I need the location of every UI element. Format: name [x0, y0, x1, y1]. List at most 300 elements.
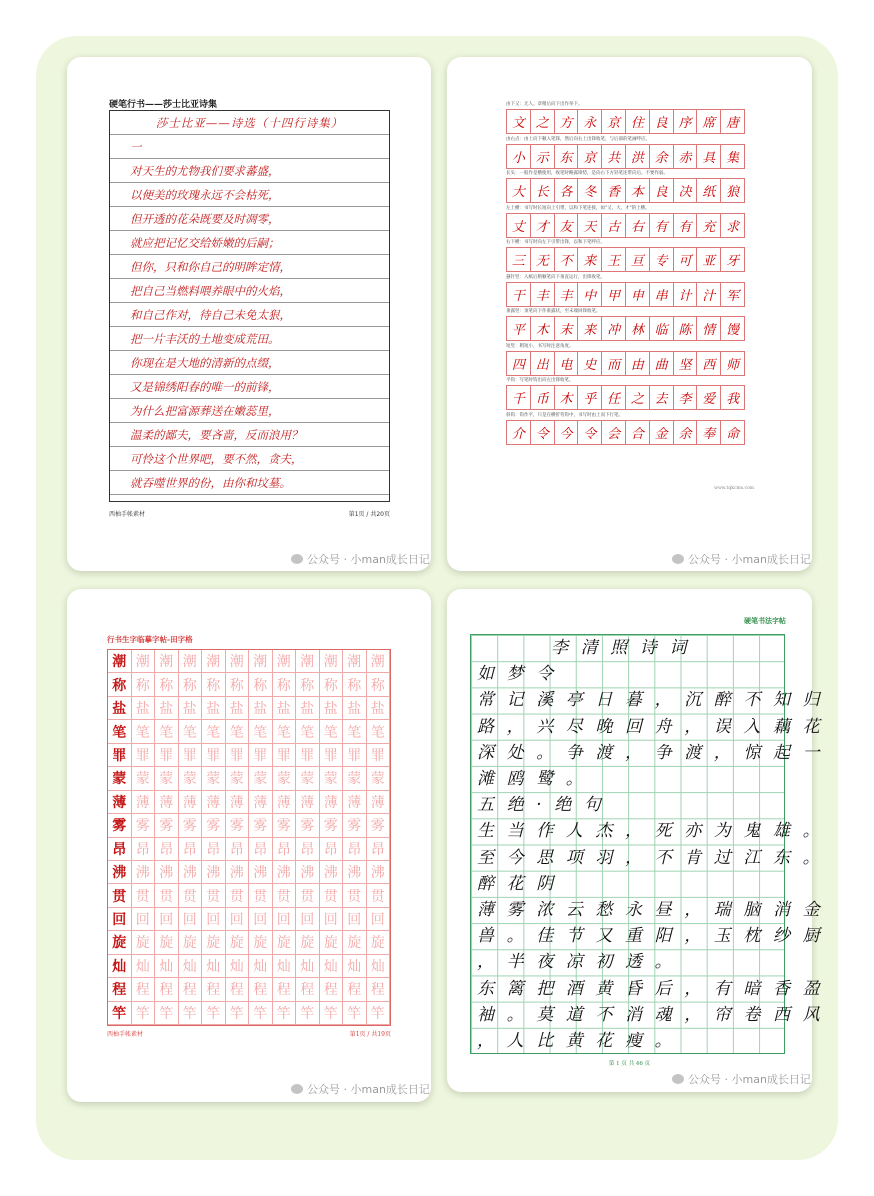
trace-character: 竿	[296, 1002, 320, 1025]
page-number: 第 1 页 共 46 页	[608, 1061, 651, 1067]
trace-character: 称	[249, 673, 273, 696]
trace-character: 雾	[132, 814, 156, 837]
character-cell: 住	[625, 109, 650, 134]
trace-character: 称	[296, 673, 320, 696]
character-cell: 本	[625, 178, 650, 203]
trace-character: 程	[226, 978, 250, 1001]
page-header: 硬笔书法字帖	[744, 617, 786, 625]
character-row	[506, 109, 754, 134]
trace-character: 盐	[155, 697, 179, 720]
trace-character: 薄	[155, 791, 179, 814]
trace-character: 雾	[273, 814, 297, 837]
trace-character: 旋	[226, 931, 250, 954]
character-cell: 甲	[601, 282, 626, 307]
trace-character: 蒙	[273, 767, 297, 790]
trace-character: 灿	[155, 955, 179, 978]
page-header: 行书生字临摹字帖-田字格	[107, 635, 193, 644]
trace-character: 竿	[273, 1002, 297, 1025]
character-cell: 王	[601, 247, 626, 272]
trace-character: 笔	[343, 720, 367, 743]
trace-character: 潮	[320, 650, 344, 673]
character-cell: 任	[601, 385, 626, 410]
trace-character: 贯	[367, 884, 391, 907]
trace-character: 称	[226, 673, 250, 696]
stroke-caption: 左上横：书写时长短向上引带，以和下笔连接，如"又、大、才"的上横。	[506, 205, 650, 211]
character-cell: 良	[649, 178, 674, 203]
character-cell: 西	[696, 351, 721, 376]
trace-character: 盐	[296, 697, 320, 720]
character-cell: 具	[696, 144, 721, 169]
trace-character: 沸	[202, 861, 226, 884]
trace-character: 潮	[249, 650, 273, 673]
character-cell: 临	[649, 316, 674, 341]
trace-character: 薄	[249, 791, 273, 814]
character-cell: 可	[673, 247, 698, 272]
character-cell: 冲	[601, 316, 626, 341]
character-cell: 大	[506, 178, 531, 203]
character-cell: 冬	[577, 178, 602, 203]
character-cell: 史	[577, 351, 602, 376]
page-number: 第1页 / 共19页	[349, 1031, 391, 1038]
model-character: 灿	[108, 955, 132, 978]
poem-line: 就吞噬世界的份，由你和坟墓。	[110, 471, 389, 495]
character-cell: 有	[649, 213, 674, 238]
character-cell: 不	[554, 247, 579, 272]
trace-character: 回	[273, 908, 297, 931]
trace-character: 薄	[296, 791, 320, 814]
page-card-stroke-practice	[447, 57, 812, 571]
trace-character: 潮	[179, 650, 203, 673]
trace-character: 雾	[367, 814, 391, 837]
trace-character: 笔	[320, 720, 344, 743]
trace-character: 回	[202, 908, 226, 931]
stroke-caption: 垂露竖：顶笔向下作垂露状，至末端回锋收笔。	[506, 309, 601, 314]
character-cell: 木	[530, 316, 555, 341]
page-card-sonnets	[67, 57, 431, 571]
character-cell: 今	[554, 420, 579, 445]
poem-line: 薄雾浓云愁永昼，瑞脑消金	[477, 900, 833, 920]
watermark: 公众号 · 小man成长日记	[672, 1071, 811, 1087]
stroke-caption: 由下又：无人。章稍后向下出作举下。	[506, 102, 583, 107]
poem-line: 滩鸥鹭。	[477, 769, 596, 789]
model-character: 竿	[108, 1002, 132, 1025]
trace-character: 贯	[226, 884, 250, 907]
trace-character: 笔	[367, 720, 391, 743]
trace-character: 薄	[179, 791, 203, 814]
footer-left: 西柚手帐素材	[107, 1031, 144, 1038]
trace-character: 罪	[296, 744, 320, 767]
character-row	[506, 247, 754, 272]
character-cell: 香	[601, 178, 626, 203]
trace-character: 罪	[320, 744, 344, 767]
poem-line: 把自己当燃料喂养眼中的火焰，	[110, 279, 389, 303]
character-row	[506, 144, 754, 169]
character-cell: 有	[673, 213, 698, 238]
character-cell: 合	[625, 420, 650, 445]
trace-character: 盐	[179, 697, 203, 720]
model-character: 贯	[108, 884, 132, 907]
character-cell: 洪	[625, 144, 650, 169]
character-cell: 三	[506, 247, 531, 272]
trace-character: 程	[320, 978, 344, 1001]
wechat-icon	[291, 554, 303, 564]
trace-character: 雾	[320, 814, 344, 837]
trace-character: 竿	[343, 1002, 367, 1025]
trace-character: 笔	[226, 720, 250, 743]
trace-character: 竿	[367, 1002, 391, 1025]
character-cell: 友	[554, 213, 579, 238]
model-character: 盐	[108, 697, 132, 720]
character-cell: 令	[577, 420, 602, 445]
character-cell: 赤	[673, 144, 698, 169]
poem-line: 路，兴尽晚回舟，误入藕花	[477, 716, 833, 737]
trace-character: 程	[155, 978, 179, 1001]
trace-character: 笔	[155, 720, 179, 743]
trace-character: 旋	[296, 931, 320, 954]
trace-character: 蒙	[249, 767, 273, 790]
trace-character: 竿	[132, 1002, 156, 1025]
model-character: 潮	[108, 650, 132, 673]
character-cell: 永	[577, 109, 602, 134]
character-cell: 决	[673, 178, 698, 203]
trace-character: 潮	[273, 650, 297, 673]
character-cell: 师	[720, 351, 745, 376]
model-character: 薄	[108, 791, 132, 814]
poem-line: 如梦令	[477, 664, 566, 685]
trace-character: 盐	[343, 697, 367, 720]
character-cell: 狼	[720, 178, 745, 203]
trace-character: 蒙	[343, 767, 367, 790]
character-cell: 末	[554, 316, 579, 341]
poem-line: 但你，只和你自己的明眸定情，	[110, 255, 389, 279]
trace-character: 罪	[155, 744, 179, 767]
stroke-caption: 斜钩：钩作平，只是在横折弯钩中，书写时由上而下行笔。	[506, 412, 623, 418]
trace-character: 薄	[226, 791, 250, 814]
character-cell: 出	[530, 351, 555, 376]
trace-character: 灿	[202, 955, 226, 978]
model-character: 程	[108, 978, 132, 1001]
trace-character: 笔	[296, 720, 320, 743]
trace-character: 潮	[155, 650, 179, 673]
poem-line: 温柔的鄙夫，要吝啬，反而浪用？	[110, 423, 389, 447]
character-cell: 长	[530, 178, 555, 203]
model-character: 笔	[108, 720, 132, 743]
trace-character: 回	[132, 908, 156, 931]
page-card-tian-grid	[67, 589, 431, 1102]
poem-line: 就应把记忆交给娇嫩的后嗣；	[110, 231, 389, 255]
trace-character: 昂	[343, 838, 367, 861]
trace-character: 灿	[320, 955, 344, 978]
trace-character: 沸	[367, 861, 391, 884]
trace-character: 灿	[249, 955, 273, 978]
poem-title: 莎士比亚——诗选（十四行诗集）	[110, 111, 389, 135]
poem-line: 至今思项羽，不肯过江东。	[477, 847, 833, 868]
trace-character: 贯	[320, 884, 344, 907]
character-cell: 平	[506, 316, 531, 341]
trace-character: 回	[343, 908, 367, 931]
character-cell: 奉	[696, 420, 721, 445]
poem-line: 一	[110, 135, 389, 159]
trace-character: 贯	[273, 884, 297, 907]
character-cell: 各	[554, 178, 579, 203]
trace-character: 雾	[343, 814, 367, 837]
trace-character: 贯	[249, 884, 273, 907]
poem-line: 袖。莫道不消魂，帘卷西风	[477, 1004, 833, 1025]
trace-character: 程	[249, 978, 273, 1001]
trace-character: 旋	[320, 931, 344, 954]
trace-character: 旋	[273, 931, 297, 954]
character-cell: 林	[625, 316, 650, 341]
character-cell: 爱	[696, 385, 721, 410]
trace-character: 盐	[249, 697, 273, 720]
trace-character: 称	[179, 673, 203, 696]
model-character: 称	[108, 673, 132, 696]
poem-line: 和自己作对，待自己未免太狠，	[110, 303, 389, 327]
trace-character: 薄	[132, 791, 156, 814]
trace-character: 昂	[179, 838, 203, 861]
character-cell: 亘	[625, 247, 650, 272]
trace-character: 罪	[179, 744, 203, 767]
trace-character: 薄	[202, 791, 226, 814]
poem-line: 你现在是大地的清新的点缀，	[110, 351, 389, 375]
trace-character: 罪	[202, 744, 226, 767]
trace-character: 竿	[320, 1002, 344, 1025]
trace-character: 蒙	[226, 767, 250, 790]
trace-character: 薄	[273, 791, 297, 814]
character-cell: 纸	[696, 178, 721, 203]
character-cell: 情	[696, 316, 721, 341]
trace-character: 笔	[249, 720, 273, 743]
trace-character: 潮	[343, 650, 367, 673]
trace-character: 盐	[226, 697, 250, 720]
watermark: 公众号 · 小man成长日记	[291, 1081, 430, 1097]
character-row	[506, 316, 754, 341]
character-cell: 余	[673, 420, 698, 445]
trace-character: 罪	[273, 744, 297, 767]
stroke-caption: 平钩：写笔时钩出向左出锋收笔。	[506, 378, 574, 383]
character-cell: 而	[601, 351, 626, 376]
trace-character: 灿	[273, 955, 297, 978]
trace-character: 盐	[367, 697, 391, 720]
poem-line: 醉花阴	[477, 873, 566, 894]
trace-character: 程	[343, 978, 367, 1001]
character-cell: 电	[554, 351, 579, 376]
trace-character: 薄	[320, 791, 344, 814]
trace-character: 潮	[296, 650, 320, 673]
trace-character: 回	[296, 908, 320, 931]
model-character: 回	[108, 908, 132, 931]
trace-character: 雾	[179, 814, 203, 837]
character-cell: 金	[649, 420, 674, 445]
trace-character: 沸	[343, 861, 367, 884]
site-url: www.tqkcms.com	[714, 486, 754, 491]
character-cell: 丈	[506, 213, 531, 238]
poem-line: 但开透的花朵既要及时凋零，	[110, 207, 389, 231]
trace-character: 程	[202, 978, 226, 1001]
character-cell: 才	[530, 213, 555, 238]
character-cell: 去	[649, 385, 674, 410]
character-cell: 陈	[673, 316, 698, 341]
lined-writing-box	[109, 110, 390, 502]
trace-character: 竿	[226, 1002, 250, 1025]
trace-character: 蒙	[202, 767, 226, 790]
trace-character: 旋	[249, 931, 273, 954]
poem-line: ，人比黄花瘦。	[477, 1031, 685, 1051]
character-cell: 串	[649, 282, 674, 307]
trace-character: 沸	[249, 861, 273, 884]
character-row	[506, 385, 754, 410]
character-cell: 方	[554, 109, 579, 134]
trace-character: 贯	[132, 884, 156, 907]
trace-character: 雾	[249, 814, 273, 837]
poem-line: 对天生的尤物我们要求蕃盛，	[110, 159, 389, 183]
collection-title: 李清照诗词	[551, 638, 699, 658]
trace-character: 蒙	[155, 767, 179, 790]
trace-character: 蒙	[179, 767, 203, 790]
trace-character: 蒙	[296, 767, 320, 790]
character-cell: 四	[506, 351, 531, 376]
character-cell: 由	[625, 351, 650, 376]
character-cell: 来	[577, 316, 602, 341]
model-character: 罪	[108, 744, 132, 767]
character-cell: 求	[720, 213, 745, 238]
trace-character: 沸	[320, 861, 344, 884]
poem-line: 以便美的玫瑰永远不会枯死，	[110, 183, 389, 207]
character-cell: 共	[601, 144, 626, 169]
trace-character: 盐	[132, 697, 156, 720]
character-cell: 亚	[696, 247, 721, 272]
wechat-icon	[291, 1084, 303, 1094]
trace-character: 称	[132, 673, 156, 696]
page-number: 第1页 / 共20页	[348, 511, 390, 518]
poem-line: 兽。佳节又重阳，玉枕纱厨	[477, 926, 833, 947]
character-cell: 干	[506, 282, 531, 307]
trace-character: 称	[273, 673, 297, 696]
character-cell: 天	[577, 213, 602, 238]
character-cell: 序	[673, 109, 698, 134]
character-cell: 介	[506, 420, 531, 445]
trace-character: 沸	[226, 861, 250, 884]
trace-character: 沸	[273, 861, 297, 884]
character-cell: 丰	[530, 282, 555, 307]
poem-line: 东篱把酒黄昏后，有暗香盈	[477, 978, 833, 999]
character-cell: 曲	[649, 351, 674, 376]
trace-character: 贯	[343, 884, 367, 907]
trace-character: 潮	[226, 650, 250, 673]
character-cell: 小	[506, 144, 531, 169]
character-cell: 丰	[554, 282, 579, 307]
trace-character: 贯	[296, 884, 320, 907]
trace-character: 昂	[367, 838, 391, 861]
character-cell: 席	[696, 109, 721, 134]
trace-character: 旋	[179, 931, 203, 954]
character-cell: 千	[506, 385, 531, 410]
character-cell: 集	[720, 144, 745, 169]
trace-character: 罪	[226, 744, 250, 767]
character-cell: 京	[601, 109, 626, 134]
footer-left: 西柚手帐素材	[109, 511, 146, 518]
trace-character: 沸	[179, 861, 203, 884]
trace-character: 罪	[249, 744, 273, 767]
trace-character: 旋	[155, 931, 179, 954]
character-row	[506, 213, 754, 238]
trace-character: 贯	[202, 884, 226, 907]
character-cell: 乎	[577, 385, 602, 410]
poem-line: 又是锦绣阳春的唯一的前锋，	[110, 375, 389, 399]
trace-character: 灿	[343, 955, 367, 978]
trace-character: 回	[320, 908, 344, 931]
trace-character: 称	[320, 673, 344, 696]
trace-character: 罪	[132, 744, 156, 767]
trace-character: 昂	[296, 838, 320, 861]
trace-character: 称	[343, 673, 367, 696]
trace-character: 昂	[226, 838, 250, 861]
poem-line: 生当作人杰，死亦为鬼雄。	[477, 821, 833, 842]
character-cell: 专	[649, 247, 674, 272]
trace-character: 雾	[296, 814, 320, 837]
poem-line: ，半夜凉初透。	[477, 952, 685, 973]
trace-character: 雾	[226, 814, 250, 837]
trace-character: 沸	[132, 861, 156, 884]
trace-character: 沸	[155, 861, 179, 884]
stroke-caption: 右下横：书写时向左下引带出锋，以和下笔呼应。	[506, 240, 605, 245]
character-cell: 京	[577, 144, 602, 169]
green-grid-paper	[470, 634, 833, 1054]
character-cell: 右	[625, 213, 650, 238]
character-cell: 馒	[720, 316, 745, 341]
character-cell: 中	[577, 282, 602, 307]
model-character: 昂	[108, 838, 132, 861]
character-cell: 东	[554, 144, 579, 169]
trace-character: 程	[132, 978, 156, 1001]
stroke-caption: 由右点：由上向下顿入笔锋，然后向右上出锋收笔，与后部的笔画呼应。	[506, 136, 650, 142]
trace-character: 竿	[179, 1002, 203, 1025]
page-header: 硬笔行书——莎士比亚诗集	[109, 100, 218, 110]
trace-character: 潮	[367, 650, 391, 673]
wechat-icon	[672, 554, 684, 564]
trace-character: 笔	[132, 720, 156, 743]
trace-character: 盐	[202, 697, 226, 720]
model-character: 沸	[108, 861, 132, 884]
poem-line: 为什么把富源葬送在嫩蕊里，	[110, 399, 389, 423]
trace-character: 回	[179, 908, 203, 931]
model-character: 蒙	[108, 767, 132, 790]
character-row	[506, 351, 754, 376]
trace-character: 罪	[343, 744, 367, 767]
trace-character: 旋	[367, 931, 391, 954]
character-row	[506, 178, 754, 203]
model-character: 旋	[108, 931, 132, 954]
character-cell: 古	[601, 213, 626, 238]
character-cell: 李	[673, 385, 698, 410]
character-cell: 令	[530, 420, 555, 445]
trace-character: 灿	[296, 955, 320, 978]
wechat-icon	[672, 1074, 684, 1084]
character-cell: 示	[530, 144, 555, 169]
trace-character: 贯	[155, 884, 179, 907]
model-character: 雾	[108, 814, 132, 837]
trace-character: 灿	[226, 955, 250, 978]
trace-character: 回	[249, 908, 273, 931]
trace-character: 竿	[202, 1002, 226, 1025]
character-row	[506, 420, 754, 445]
character-cell: 无	[530, 247, 555, 272]
watermark: 公众号 · 小man成长日记	[672, 551, 811, 567]
trace-character: 笔	[202, 720, 226, 743]
trace-character: 蒙	[367, 767, 391, 790]
character-row	[506, 282, 754, 307]
page-card-li-qingzhao	[447, 589, 833, 1092]
